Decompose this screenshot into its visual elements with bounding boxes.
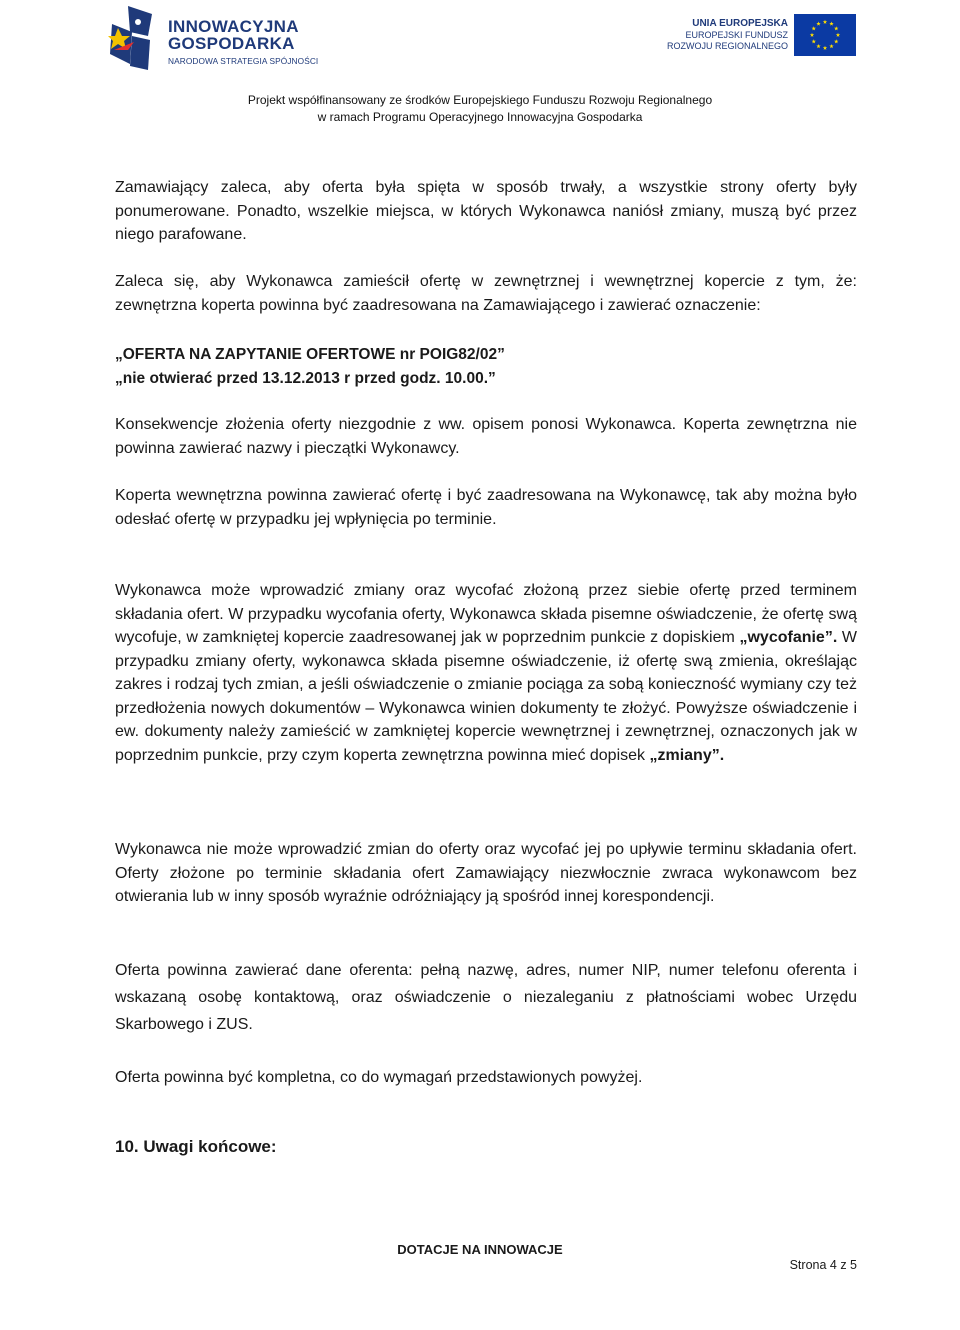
paragraph-complete: Oferta powinna być kompletna, co do wymagań przedstawionych powyżej. — [115, 1069, 643, 1086]
changes-zmiany: „zmiany”. — [649, 746, 725, 764]
paragraph-offer-data: Oferta powinna zawierać dane oferenta: pełną nazwę, adres, numer NIP, numer telefonu oferenta i wskazaną osobę kontaktową, oraz oświadczenie o niezaleganiu z płatnościami wobec Urzędu Skarbowego i ZUS. — [115, 962, 857, 1033]
project-line2: w ramach Programu Operacyjnego Innowacyjna Gospodarka — [317, 110, 643, 124]
eu-logo-text — [667, 18, 788, 53]
eu-logo-line2: EUROPEJSKI FUNDUSZ — [685, 29, 788, 40]
logo-subtitle: NARODOWA STRATEGIA SPÓJNOŚCI — [168, 56, 319, 66]
changes-wycofanie: „wycofanie”. — [739, 629, 838, 646]
eu-logo — [666, 14, 856, 60]
logo-title-line1: INNOWACYJNA — [168, 17, 299, 36]
paragraph-consequences: Konsekwencje złożenia oferty niezgodnie z ww. opisem ponosi Wykonawca. Koperta zewnętrzna nie powinna zawierać nazwy i pieczątki Wykonawcy. — [115, 416, 857, 457]
paragraph-late-offers: Wykonawca nie może wprowadzić zmian do oferty oraz wycofać jej po upływie terminu składania ofert. Oferty złożone po terminie składania ofert Zamawiający niezwłocznie zwraca wykonawcom bez otwierania lub w inny sposób wyraźnie odróżniający ją spośród innej korespondencji. — [115, 841, 857, 905]
paragraph-signing: Zamawiający zaleca, aby oferta była spięta w sposób trwały, a wszystkie strony oferty były ponumerowane. Ponadto, wszelkie miejsca, w których Wykonawca naniósł zmiany, muszą być przez niego parafowane. — [115, 179, 857, 243]
paragraph-inner-envelope: Koperta wewnętrzna powinna zawierać ofertę i być zaadresowana na Wykonawcę, tak aby można było odesłać ofertę w przypadku jej wpłynięcia po terminie. — [115, 487, 857, 528]
envelope-label-line1: „OFERTA NA ZAPYTANIE OFERTOWE nr POIG82/02” — [115, 346, 505, 363]
eu-logo-line3: ROZWOJU REGIONALNEGO — [666, 41, 788, 51]
page-number: Strona 4 z 5 — [789, 1258, 857, 1272]
project-funding-note — [0, 92, 960, 126]
paragraph-envelope: Zaleca się, aby Wykonawca zamieścił ofertę w zewnętrznej i wewnętrznej kopercie z tym, że: zewnętrzna koperta powinna być zaadresowana na Zamawiającego i zawierać oznaczenie: — [115, 273, 857, 314]
paragraph-changes — [115, 579, 857, 767]
innowacyjna-gospodarka-logo — [108, 6, 323, 72]
envelope-label-line2: „nie otwierać przed 13.12.2013 r przed godz. 10.00.” — [115, 370, 496, 387]
footer-title: DOTACJE NA INNOWACJE — [397, 1242, 563, 1257]
project-line1: Projekt współfinansowany ze środków Europejskiego Funduszu Rozwoju Regionalnego — [247, 93, 713, 107]
changes-text-c: W przypadku zmiany oferty, wykonawca składa pisemne oświadczenie, iż ofertę swą zmienia, określając zakres i rodzaj tych zmian, a jeśli oświadczenie o zmianie pociąga za sobą konieczność wymiany czy też przedłożenia nowych dokumentów – Wykonawca winien dokumenty te złożyć. Powyższe oświadczenie i ew. dokumenty należy zamieścić w zamkniętej kopercie wewnętrznej i zewnętrznej, oznaczonych jak w poprzednim punkcie, przy czym koperta zewnętrzna powinna mieć dopisek — [115, 629, 858, 764]
innowacyjna-gospodarka-emblem-icon — [108, 6, 160, 72]
logo-title-line2: GOSPODARKA — [168, 34, 295, 53]
eu-flag-icon — [794, 14, 856, 56]
eu-logo-line1: UNIA EUROPEJSKA — [692, 18, 788, 29]
changes-text-a: Wykonawca może wprowadzić zmiany oraz wycofać złożoną przez siebie ofertę przed terminem składania ofert. W przypadku wycofania oferty, Wykonawca składa pisemne oświadczenie, że ofertę swą wycofuje, w zamkniętej kopercie zaadresowanej jak w poprzednim punkcie z dopiskiem — [115, 582, 857, 646]
section-heading: 10. Uwagi końcowe: — [115, 1137, 277, 1156]
